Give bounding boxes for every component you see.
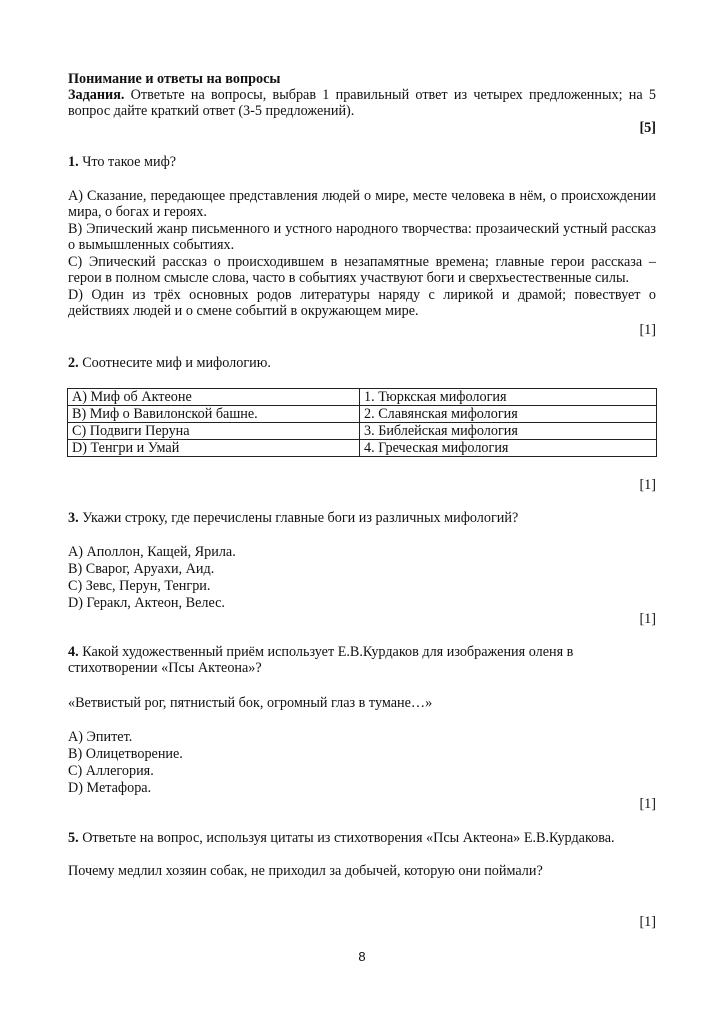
table-cell-myth: D) Тенгри и Умай: [68, 440, 360, 457]
question-3-text: Укажи строку, где перечислены главные боги из различных мифологий?: [78, 510, 519, 526]
table-row: [68, 440, 657, 457]
question-4-text: Какой художественный приём использует Е.В.Курдаков для изображения оленя в стихотворении «Псы Актеона»?: [68, 644, 574, 676]
question-1-text: Что такое миф?: [78, 154, 177, 170]
question-1-number: 1.: [68, 154, 79, 170]
question-3-option-c: C) Зевс, Перун, Тенгри.: [68, 578, 211, 594]
table-row: [68, 389, 657, 406]
question-1-option-d: D) Один из трёх основных родов литературы наряду с лирикой и драмой; повествует о действиях людей и о смене событий в окружающем мире.: [68, 287, 656, 319]
question-4-number: 4.: [68, 644, 79, 660]
table-cell-myth: B) Миф о Вавилонской башне.: [68, 406, 360, 423]
question-5-score: [1]: [639, 914, 656, 930]
question-5: [68, 830, 656, 846]
question-1-option-c: C) Эпический рассказ о происходившем в незапамятные времена; главные герои рассказа – герои в полном смысле слова, часто в событиях участвуют боги и сверхъестественные силы.: [68, 254, 656, 286]
question-1-option-b: B) Эпический жанр письменного и устного народного творчества: прозаический устный рассказ о вымышленных событиях.: [68, 221, 656, 253]
question-4-option-d: D) Метафора.: [68, 780, 152, 796]
table-cell-mythology: 2. Славянская мифология: [360, 406, 657, 423]
question-3-number: 3.: [68, 510, 79, 526]
table-row: [68, 423, 657, 440]
page-number: 8: [358, 949, 366, 964]
question-3: [68, 510, 518, 526]
question-4-option-c: C) Аллегория.: [68, 763, 154, 779]
question-5-text: Ответьте на вопрос, используя цитаты из стихотворения «Псы Актеона» Е.В.Курдакова.: [78, 830, 615, 846]
question-2-text: Соотнесите миф и мифологию.: [78, 355, 271, 371]
question-4-option-b: B) Олицетворение.: [68, 746, 183, 762]
table-cell-mythology: 1. Тюркская мифология: [360, 389, 657, 406]
task-instructions: [68, 87, 656, 119]
task-label: Задания.: [68, 87, 125, 103]
table-row: [68, 406, 657, 423]
question-4-quote: «Ветвистый рог, пятнистый бок, огромный глаз в тумане…»: [68, 695, 433, 711]
question-3-option-b: B) Сварог, Аруахи, Аид.: [68, 561, 215, 577]
table-cell-myth: C) Подвиги Перуна: [68, 423, 360, 440]
task-text: Ответьте на вопросы, выбрав 1 правильный ответ из четырех предложенных; на 5 вопрос дайте краткий ответ (3-5 предложений).: [68, 87, 656, 119]
question-4: [68, 644, 656, 676]
section-title: Понимание и ответы на вопросы: [68, 71, 281, 87]
question-2: [68, 355, 271, 371]
question-1: [68, 154, 176, 170]
question-4-option-a: A) Эпитет.: [68, 729, 133, 745]
question-3-score: [1]: [639, 611, 656, 627]
question-3-option-a: A) Аполлон, Кащей, Ярила.: [68, 544, 236, 560]
total-score: [5]: [639, 120, 656, 136]
table-cell-mythology: 3. Библейская мифология: [360, 423, 657, 440]
question-5-prompt: Почему медлил хозяин собак, не приходил за добычей, которую они поймали?: [68, 863, 543, 879]
question-5-number: 5.: [68, 830, 79, 846]
question-1-score: [1]: [639, 322, 656, 338]
question-2-score: [1]: [639, 477, 656, 493]
matching-table: [67, 388, 657, 457]
question-4-score: [1]: [639, 796, 656, 812]
question-2-number: 2.: [68, 355, 79, 371]
table-cell-mythology: 4. Греческая мифология: [360, 440, 657, 457]
question-3-option-d: D) Геракл, Актеон, Велес.: [68, 595, 225, 611]
question-1-option-a: A) Сказание, передающее представления людей о мире, месте человека в нём, о происхождении мира, о богах и героях.: [68, 188, 656, 220]
table-cell-myth: A) Миф об Актеоне: [68, 389, 360, 406]
